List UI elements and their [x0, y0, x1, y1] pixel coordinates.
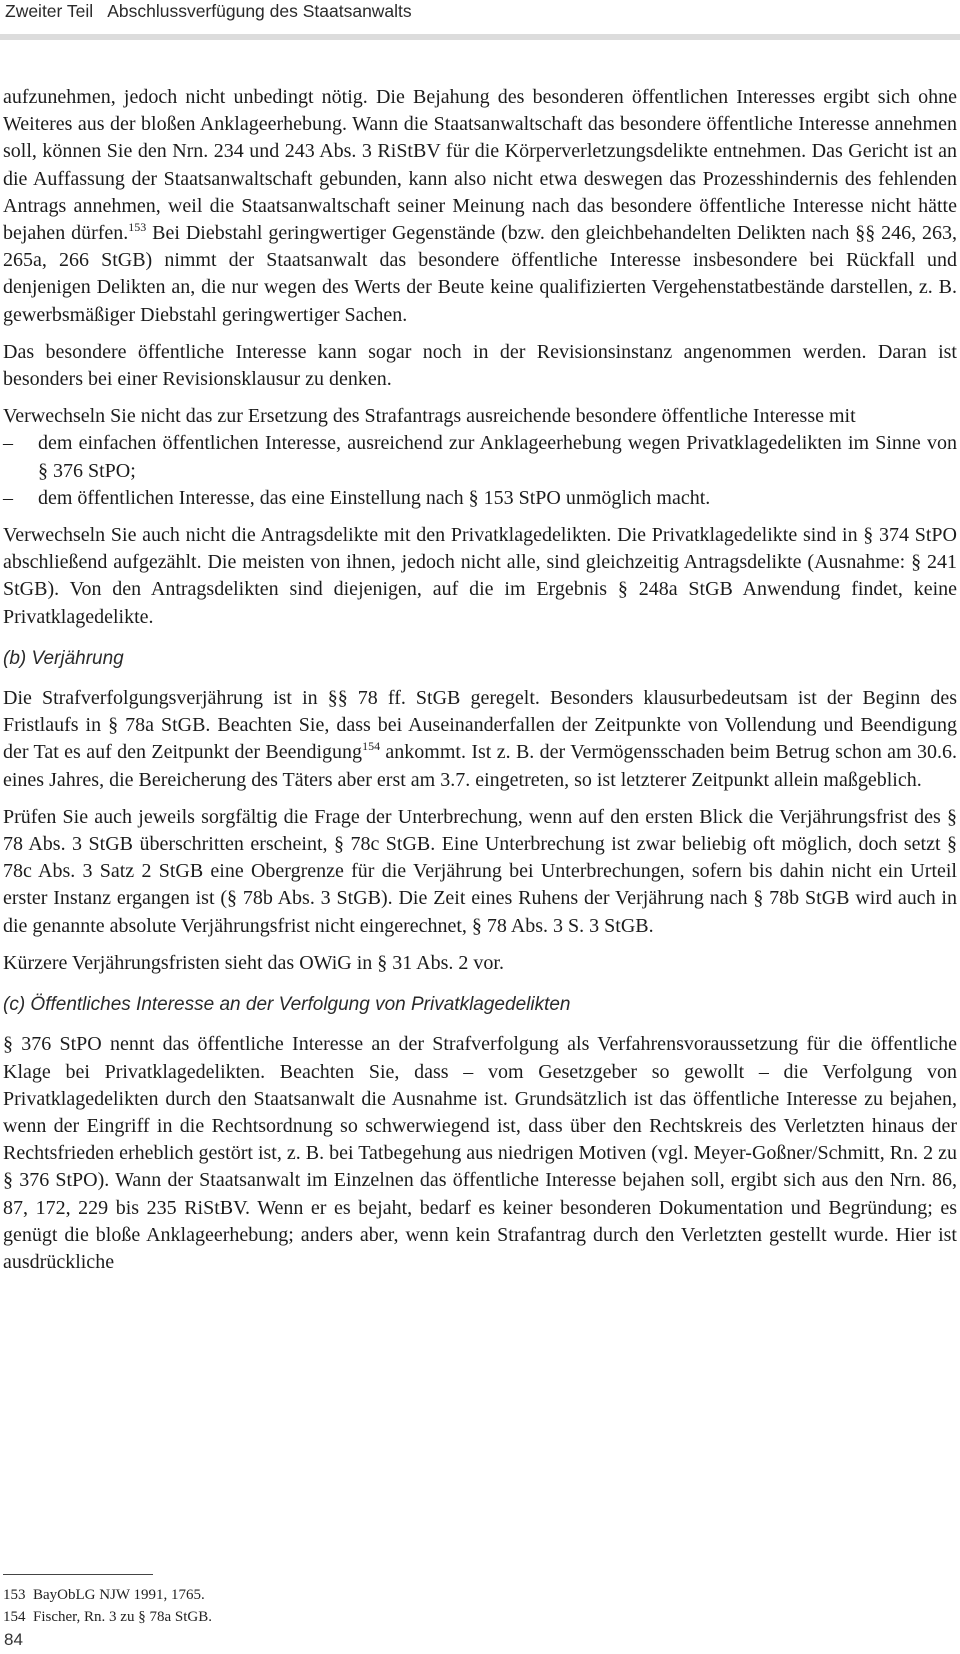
- dash-bullet: –: [3, 432, 13, 455]
- header-chapter: Abschlussverfügung des Staatsanwalts: [107, 1, 412, 21]
- paragraph-5-text-b: ankommt. Ist z. B. der Vermögensschaden beim Betrug schon am 30.6. eines Jahres, die Bereicherung des Täters aber erst am 3.7. eingetreten, so ist letzterer Zeitpunkt allein maßgeblich.: [3, 741, 957, 791]
- section-heading-b: (b) Verjährung: [3, 647, 124, 669]
- paragraph-2: Das besondere öffentliche Interesse kann sogar noch in der Revisionsinstanz angenommen werden. Daran ist besonders bei einer Revisionsklausur zu denken.: [3, 340, 957, 391]
- dash-list: [3, 430, 957, 512]
- page-body: [3, 84, 957, 1286]
- list-item-text: dem öffentlichen Interesse, das eine Einstellung nach § 153 StPO unmöglich macht.: [38, 486, 711, 509]
- footnote-154: [3, 1606, 212, 1628]
- dash-bullet: –: [3, 486, 13, 509]
- paragraph-5-text-a: Die Strafverfolgungsverjährung ist in §§ 78 ff. StGB geregelt. Besonders klausurbedeutsam ist der Beginn des Fristlaufs in § 78a StGB. Beachten Sie, dass bei Auseinanderfallen der Zeitpunkte von Vollendung und Beendigung der Tat es auf den Zeitpunkt der Beendigung: [3, 687, 957, 764]
- footnote-number: 154: [3, 1609, 26, 1625]
- header-part: Zweiter Teil: [5, 1, 94, 21]
- paragraph-1-text-a: aufzunehmen, jedoch nicht unbedingt nötig. Die Bejahung des besonderen öffentlichen Interesses ergibt sich ohne Weiteres aus der bloßen Anklageerhebung. Wann die Staatsanwaltschaft das besondere öffentliche Interesse annehmen soll, können Sie den Nrn. 234 und 243 Abs. 3 RiStBV für die Körperverletzungsdelikte entnehmen. Das Gericht ist an die Auffassung der Staatsanwaltschaft gebunden, kann also nicht etwa deswegen das Prozesshindernis des fehlenden Antrags annehmen, weil die Staatsanwaltschaft seiner Meinung nach das besondere öffentliche Interesse nicht hätte bejahen dürfen.: [3, 86, 957, 245]
- footnote-rule: [3, 1574, 153, 1575]
- paragraph-1-text-b: Bei Diebstahl geringwertiger Gegenstände (bzw. den gleichbehandelten Delikten nach §§ 246, 263, 265a, 266 StGB) nimmt der Staatsanwalt das besondere öffentliche Interesse insbesondere bei Rückfall und denjenigen Delikten an, die nur wegen des Werts der Beute keine qualifizierten Vergehenstatbestände darstellen, z. B. gewerbsmäßiger Diebstahl geringwertiger Sachen.: [3, 222, 958, 326]
- paragraph-4: Verwechseln Sie auch nicht die Antragsdelikte mit den Privatklagedelikten. Die Privatklagedelikte sind in § 374 StPO abschließend aufgezählt. Die meisten von ihnen, jedoch nicht alle, sind gleichzeitig Antragsdelikte (Ausnahme: § 241 StGB). Von den Antragsdelikten sind diejenigen, auf die im Ergebnis § 248a StGB Anwendung findet, keine Privatklagedelikte.: [3, 524, 957, 628]
- header-rule: [0, 34, 960, 40]
- page-number: 84: [4, 1630, 23, 1649]
- list-item-text: dem einfachen öffentlichen Interesse, ausreichend zur Anklageerhebung wegen Privatklagedelikten im Sinne von § 376 StPO;: [38, 432, 957, 482]
- section-heading-c: (c) Öffentliches Interesse an der Verfolgung von Privatklagedelikten: [3, 994, 571, 1016]
- paragraph-5: [3, 685, 957, 794]
- paragraph-6: Prüfen Sie auch jeweils sorgfältig die Frage der Unterbrechung, wenn auf den ersten Blick die Verjährungsfrist des § 78 Abs. 3 StGB überschritten erscheint, § 78c StGB. Eine Unterbrechung ist zwar beliebig oft möglich, doch setzt § 78c Abs. 3 Satz 2 StGB eine Obergrenze für die Verjährung bei Unterbrechungen, sofern bis dahin nicht ein Urteil erster Instanz ergangen ist (§ 78b Abs. 3 StGB). Die Zeit eines Ruhens der Verjährung nach § 78b StGB wird auch in die genannte absolute Verjährungsfrist nicht eingerechnet, § 78 Abs. 3 S. 3 StGB.: [3, 805, 957, 937]
- footnote-number: 153: [3, 1587, 26, 1603]
- footnote-ref-153[interactable]: 153: [128, 220, 147, 235]
- list-item: [3, 485, 957, 512]
- footnote-text: BayObLG NJW 1991, 1765.: [33, 1587, 205, 1603]
- footnote-153: [3, 1584, 212, 1606]
- running-header: [0, 0, 960, 38]
- paragraph-8: § 376 StPO nennt das öffentliche Interesse an der Strafverfolgung als Verfahrensvoraussetzung für die öffentliche Klage bei Privatklagedelikten. Beachten Sie, dass – vom Gesetzgeber so gewollt – die Verfolgung von Privatklagedelikten durch den Staatsanwalt die Ausnahme ist. Grundsätzlich ist das öffentliche Interesse zu bejahen, wenn der Eingriff in die Rechtsordnung so schwerwiegend ist, dass über den Rechtskreis des Verletzten hinaus der Rechtsfrieden erheblich gestört ist, z. B. bei Tatbegehung aus niedrigen Motiven (vgl. Meyer-Goßner/Schmitt, Rn. 2 zu § 376 StPO). Wann der Staatsanwalt im Einzelnen das öffentliche Interesse bejahen soll, ergibt sich aus den Nrn. 86, 87, 172, 229 bis 235 RiStBV. Wenn er es bejaht, bedarf es keiner besonderen Dokumentation und Begründung; es genügt die bloße Anklageerhebung; anders aber, wenn kein Strafantrag durch den Verletzten gestellt wurde. Hier ist ausdrückliche: [3, 1033, 957, 1273]
- header-text: [5, 1, 412, 22]
- footnote-text: Fischer, Rn. 3 zu § 78a StGB.: [33, 1609, 212, 1625]
- footnote-ref-154[interactable]: 154: [362, 739, 381, 754]
- paragraph-3-intro: Verwechseln Sie nicht das zur Ersetzung des Strafantrags ausreichende besondere öffentliche Interesse mit: [3, 405, 856, 428]
- paragraph-7: Kürzere Verjährungsfristen sieht das OWiG in § 31 Abs. 2 vor.: [3, 951, 504, 974]
- footnotes: [3, 1584, 212, 1628]
- paragraph-1: [3, 84, 957, 329]
- list-item: [3, 430, 957, 484]
